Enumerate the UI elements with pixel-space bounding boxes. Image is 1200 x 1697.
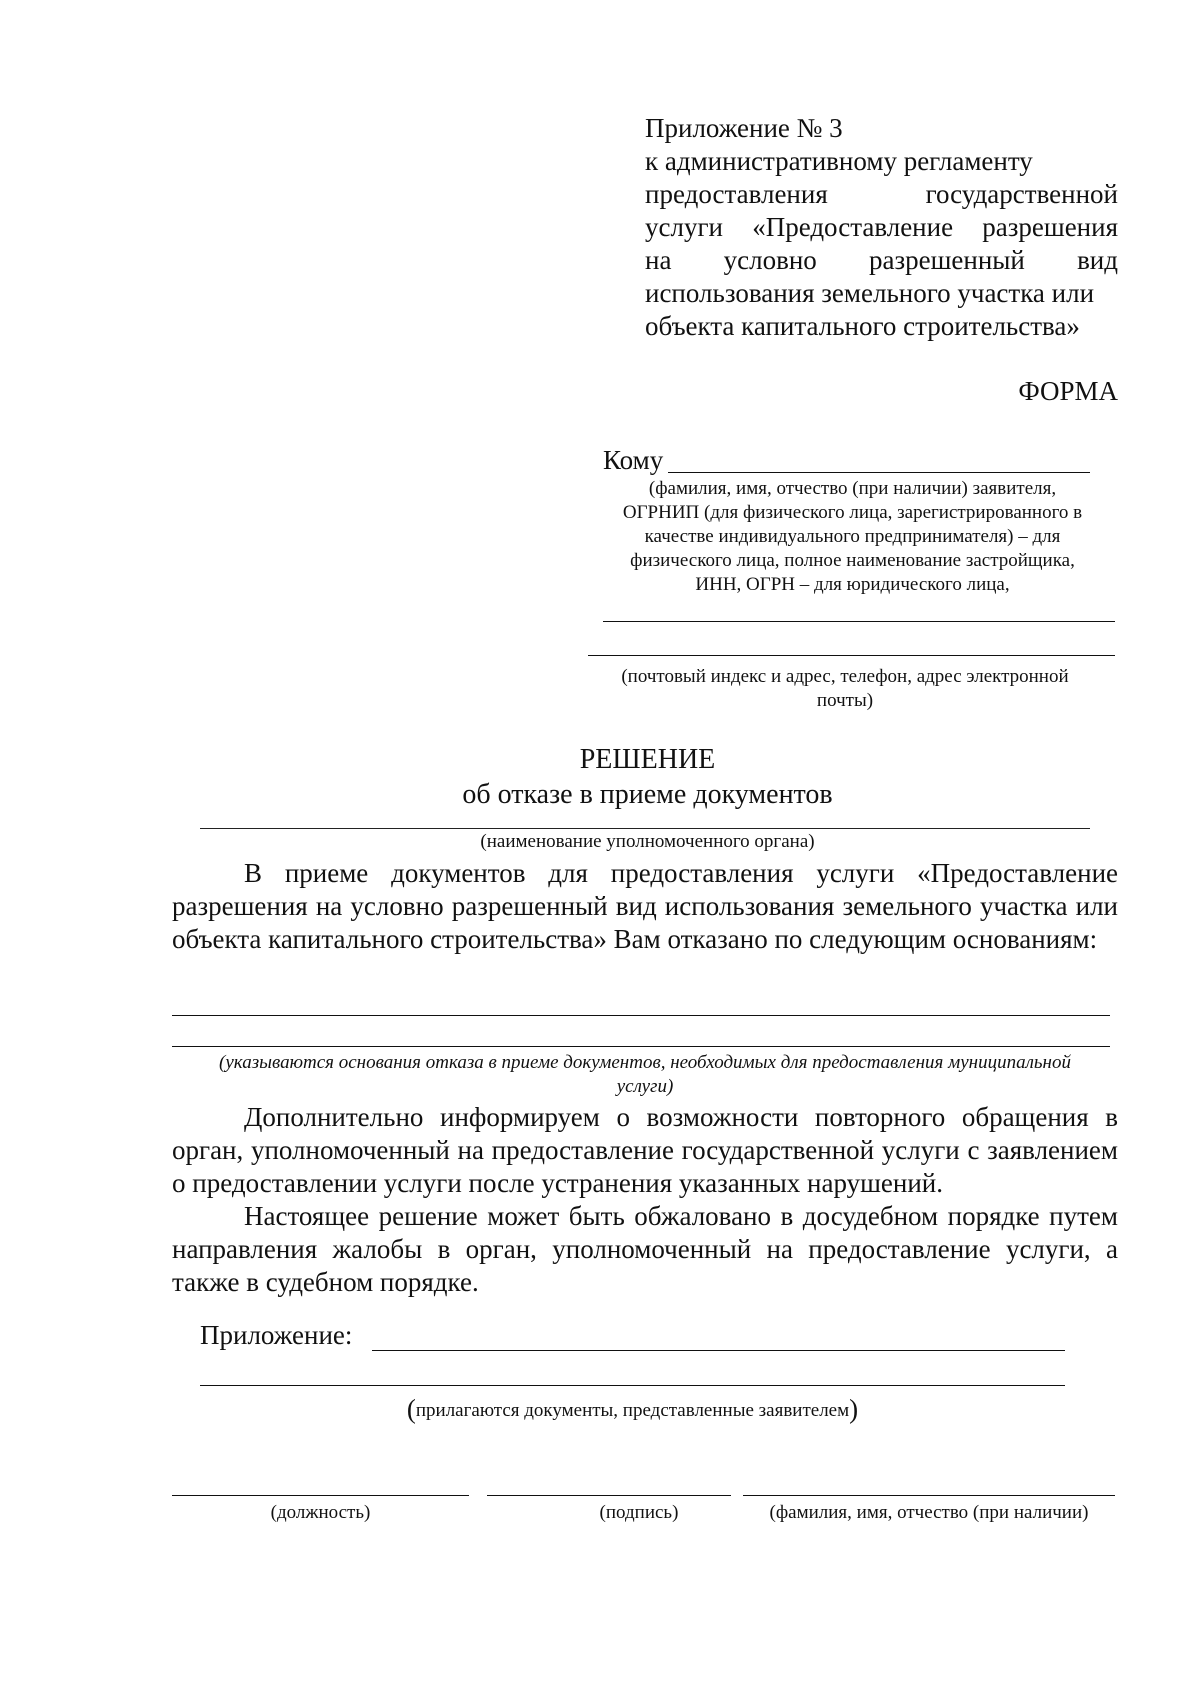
recipient-hint-line-3: качестве индивидуального предпринимателя) – для xyxy=(644,526,1061,547)
attachment-line-1[interactable] xyxy=(372,1350,1065,1351)
appendix-line-5: на условно разрешенный вид xyxy=(645,245,1118,275)
attachment-hint-close: ) xyxy=(849,1394,859,1424)
reasons-hint xyxy=(175,1051,1115,1099)
attachment-hint-open: ( xyxy=(406,1394,416,1424)
form-label: ФОРМА xyxy=(1018,376,1118,406)
address-hint xyxy=(590,665,1100,713)
recipient-hint xyxy=(575,477,1130,597)
reasons-hint-line-2: услуги) xyxy=(616,1076,674,1097)
signature-line[interactable] xyxy=(487,1495,731,1496)
reasons-line-1[interactable] xyxy=(172,1015,1110,1016)
recipient-line-2[interactable] xyxy=(603,621,1115,622)
reasons-line-2[interactable] xyxy=(172,1046,1110,1047)
address-hint-line-2: почты) xyxy=(816,690,874,711)
body-paragraph-1: В приеме документов для предоставления услуги «Предоставление разрешения на условно разрешенный вид использования земельного участка или объекта капитального строительства» Вам отказано по следующим основаниям: xyxy=(172,858,1118,954)
attachment-hint xyxy=(200,1394,1065,1425)
authority-line[interactable] xyxy=(200,828,1090,829)
decision-title: РЕШЕНИЕ xyxy=(579,744,716,775)
body-paragraph-2: Дополнительно информируем о возможности повторного обращения в орган, уполномоченный на предоставление государственной услуги с заявлением о предоставлении услуги после устранения указанных нарушений. xyxy=(172,1102,1118,1198)
attachment-label: Приложение: xyxy=(200,1320,353,1350)
recipient-name-line[interactable] xyxy=(668,472,1090,473)
decision-title-block xyxy=(180,742,1115,812)
recipient-hint-line-5: ИНН, ОГРН – для юридического лица, xyxy=(695,574,1010,595)
position-hint: (должность) xyxy=(270,1502,371,1523)
attachment-line-2[interactable] xyxy=(200,1385,1065,1386)
appendix-line-2: к административному регламенту xyxy=(645,146,1033,176)
recipient-label: Кому xyxy=(603,445,664,475)
fullname-hint: (фамилия, имя, отчество (при наличии) xyxy=(769,1502,1089,1523)
recipient-address-line[interactable] xyxy=(588,655,1115,656)
appendix-line-4: услуги «Предоставление разрешения xyxy=(645,212,1118,242)
recipient-hint-line-4: физического лица, полное наименование застройщика, xyxy=(630,550,1075,571)
recipient-hint-line-1: (фамилия, имя, отчество (при наличии) заявителя, xyxy=(648,478,1057,499)
fullname-line[interactable] xyxy=(743,1495,1115,1496)
body-paragraph-3: Настоящее решение может быть обжаловано в досудебном порядке путем направления жалобы в орган, уполномоченный на предоставление услуги, а также в судебном порядке. xyxy=(172,1201,1118,1297)
position-line[interactable] xyxy=(172,1495,469,1496)
signature-hint: (подпись) xyxy=(599,1502,679,1523)
appendix-line-7: объекта капитального строительства» xyxy=(645,311,1080,341)
decision-subtitle: об отказе в приеме документов xyxy=(462,779,833,810)
reasons-hint-line-1: (указываются основания отказа в приеме документов, необходимых для предоставления муниципальной xyxy=(219,1052,1071,1073)
appendix-header xyxy=(645,112,1118,343)
appendix-line-6: использования земельного участка или xyxy=(645,278,1095,308)
authority-hint: (наименование уполномоченного органа) xyxy=(480,831,815,852)
attachment-hint-text: прилагаются документы, представленные заявителем xyxy=(415,1400,850,1421)
address-hint-line-1: (почтовый индекс и адрес, телефон, адрес электронной xyxy=(621,666,1069,687)
recipient-hint-line-2: ОГРНИП (для физического лица, зарегистрированного в xyxy=(622,502,1083,523)
appendix-line-3: предоставления государственной xyxy=(645,179,1118,209)
appendix-line-1: Приложение № 3 xyxy=(645,113,843,143)
